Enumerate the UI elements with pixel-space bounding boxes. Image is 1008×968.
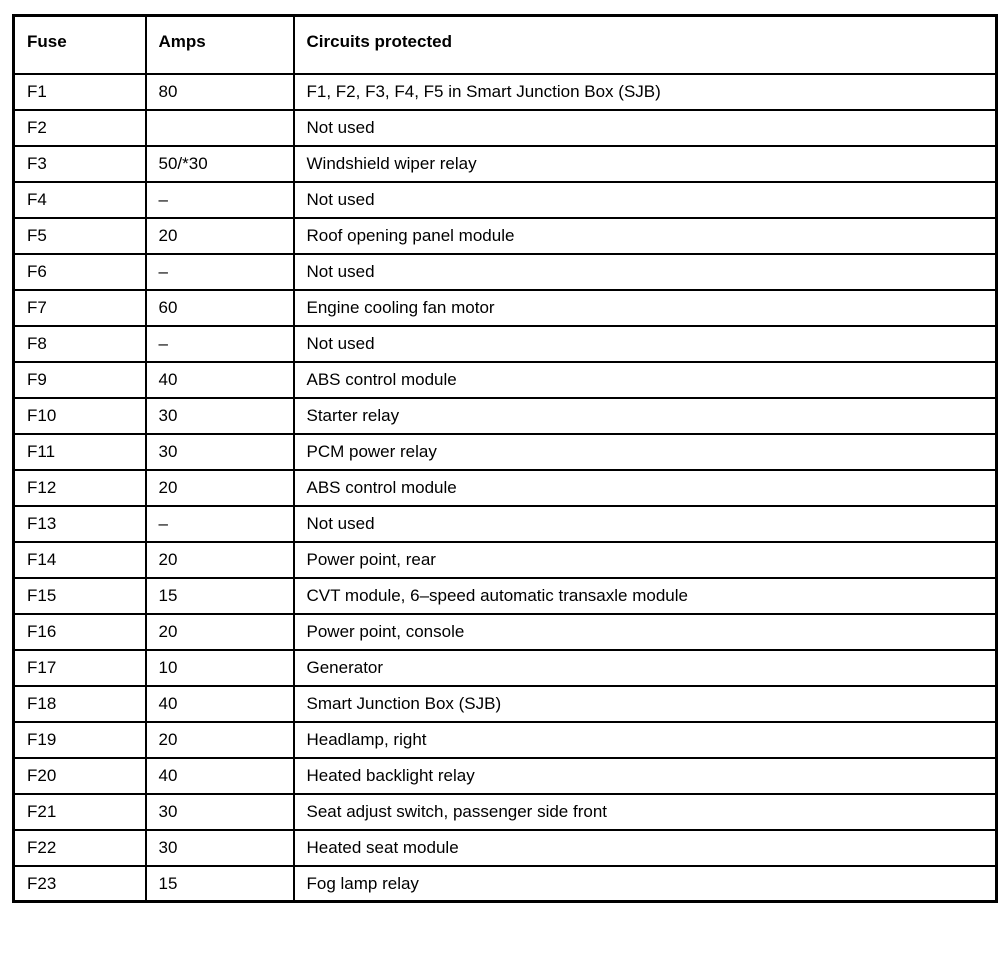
circuits-cell: F1, F2, F3, F4, F5 in Smart Junction Box (SJB) <box>294 74 997 110</box>
circuits-cell: Power point, rear <box>294 542 997 578</box>
circuits-cell: PCM power relay <box>294 434 997 470</box>
fuse-table <box>12 14 998 903</box>
amps-cell: – <box>146 506 294 542</box>
table-row <box>14 110 997 146</box>
fuse-cell: F2 <box>14 110 146 146</box>
amps-cell: 20 <box>146 614 294 650</box>
circuits-cell: Fog lamp relay <box>294 866 997 902</box>
fuse-cell: F17 <box>14 650 146 686</box>
table-row <box>14 146 997 182</box>
fuse-cell: F8 <box>14 326 146 362</box>
amps-cell: – <box>146 254 294 290</box>
circuits-cell: Generator <box>294 650 997 686</box>
table-row <box>14 542 997 578</box>
amps-cell: 40 <box>146 362 294 398</box>
circuits-cell: Smart Junction Box (SJB) <box>294 686 997 722</box>
fuse-cell: F13 <box>14 506 146 542</box>
amps-cell: 30 <box>146 434 294 470</box>
fuse-cell: F19 <box>14 722 146 758</box>
fuse-cell: F10 <box>14 398 146 434</box>
table-row <box>14 830 997 866</box>
circuits-cell: Starter relay <box>294 398 997 434</box>
fuse-cell: F23 <box>14 866 146 902</box>
fuse-cell: F20 <box>14 758 146 794</box>
circuits-cell: Not used <box>294 506 997 542</box>
table-row <box>14 614 997 650</box>
table-row <box>14 758 997 794</box>
amps-cell: – <box>146 182 294 218</box>
circuits-cell: ABS control module <box>294 362 997 398</box>
amps-cell: 20 <box>146 542 294 578</box>
fuse-cell: F15 <box>14 578 146 614</box>
fuse-cell: F5 <box>14 218 146 254</box>
circuits-cell: Not used <box>294 326 997 362</box>
fuse-cell: F3 <box>14 146 146 182</box>
circuits-cell: Not used <box>294 182 997 218</box>
fuse-cell: F16 <box>14 614 146 650</box>
amps-cell: 60 <box>146 290 294 326</box>
amps-cell: 40 <box>146 758 294 794</box>
circuits-cell: Engine cooling fan motor <box>294 290 997 326</box>
table-row <box>14 506 997 542</box>
circuits-cell: Headlamp, right <box>294 722 997 758</box>
amps-cell: 20 <box>146 218 294 254</box>
fuse-cell: F22 <box>14 830 146 866</box>
header-row <box>14 16 997 74</box>
table-row <box>14 398 997 434</box>
circuits-cell: Seat adjust switch, passenger side front <box>294 794 997 830</box>
fuse-cell: F1 <box>14 74 146 110</box>
amps-cell: 15 <box>146 866 294 902</box>
table-header <box>14 16 997 74</box>
circuits-cell: CVT module, 6–speed automatic transaxle module <box>294 578 997 614</box>
table-row <box>14 362 997 398</box>
circuits-cell: Roof opening panel module <box>294 218 997 254</box>
amps-cell: 40 <box>146 686 294 722</box>
table-row <box>14 254 997 290</box>
amps-cell: 20 <box>146 470 294 506</box>
circuits-cell: Heated backlight relay <box>294 758 997 794</box>
circuits-cell: Windshield wiper relay <box>294 146 997 182</box>
amps-cell: 50/*30 <box>146 146 294 182</box>
amps-cell: 30 <box>146 830 294 866</box>
header-amps: Amps <box>146 16 294 74</box>
table-row <box>14 650 997 686</box>
circuits-cell: Not used <box>294 110 997 146</box>
fuse-cell: F21 <box>14 794 146 830</box>
fuse-cell: F7 <box>14 290 146 326</box>
table-row <box>14 326 997 362</box>
amps-cell: 80 <box>146 74 294 110</box>
fuse-cell: F11 <box>14 434 146 470</box>
table-row <box>14 74 997 110</box>
table-row <box>14 686 997 722</box>
table-row <box>14 866 997 902</box>
amps-cell: 30 <box>146 794 294 830</box>
table-row <box>14 434 997 470</box>
amps-cell: – <box>146 326 294 362</box>
circuits-cell: Not used <box>294 254 997 290</box>
fuse-cell: F6 <box>14 254 146 290</box>
circuits-cell: Power point, console <box>294 614 997 650</box>
amps-cell: 20 <box>146 722 294 758</box>
table-row <box>14 578 997 614</box>
fuse-cell: F4 <box>14 182 146 218</box>
fuse-cell: F14 <box>14 542 146 578</box>
header-fuse: Fuse <box>14 16 146 74</box>
circuits-cell: ABS control module <box>294 470 997 506</box>
table-row <box>14 470 997 506</box>
table-body <box>14 74 997 902</box>
fuse-cell: F9 <box>14 362 146 398</box>
amps-cell: 30 <box>146 398 294 434</box>
amps-cell: 15 <box>146 578 294 614</box>
table-row <box>14 218 997 254</box>
amps-cell <box>146 110 294 146</box>
table-row <box>14 182 997 218</box>
fuse-cell: F18 <box>14 686 146 722</box>
table-row <box>14 722 997 758</box>
circuits-cell: Heated seat module <box>294 830 997 866</box>
header-circuits: Circuits protected <box>294 16 997 74</box>
amps-cell: 10 <box>146 650 294 686</box>
fuse-cell: F12 <box>14 470 146 506</box>
table-row <box>14 290 997 326</box>
table-row <box>14 794 997 830</box>
